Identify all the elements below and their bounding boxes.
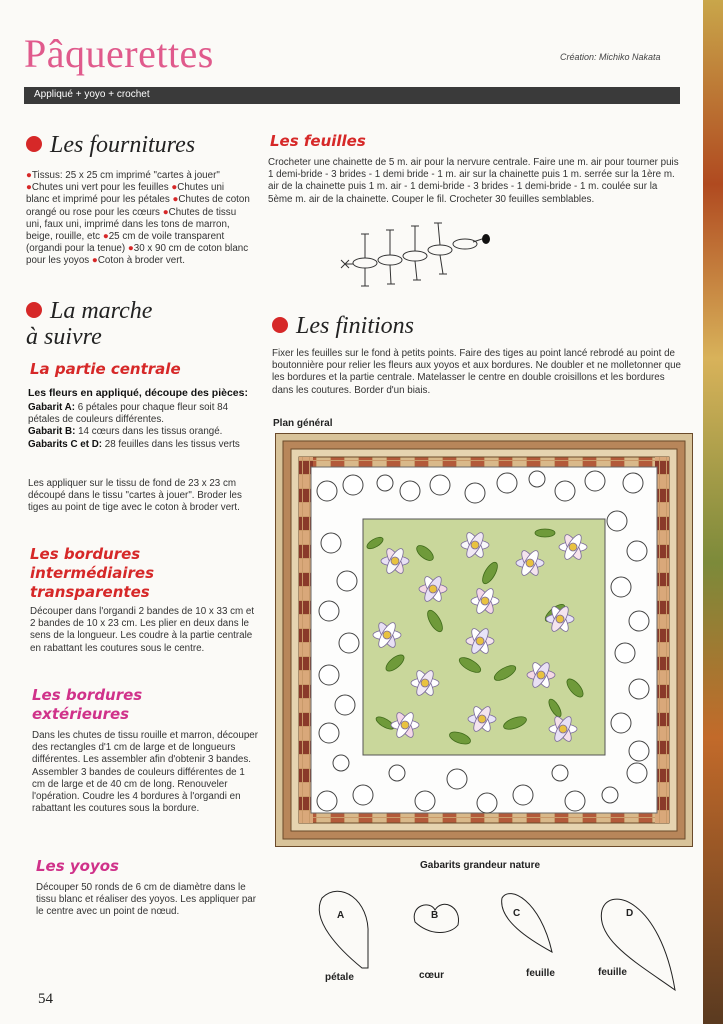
bordures-inter-heading: Les bordures intermédiaires transparentes	[30, 545, 155, 601]
page-title: Pâquerettes	[24, 31, 214, 76]
finitions-heading: Les finitions	[272, 313, 414, 340]
template-a-letter: A	[337, 910, 345, 921]
fournitures-text: ●Tissus: 25 x 25 cm imprimé "cartes à jouer" ●Chutes uni vert pour les feuilles ●Chutes uni blanc et imprimé pour les pétales ●Chutes de coton orangé ou rose pour les cœurs ●Chutes de tissu uni, faux uni, imprimé dans les tons de marron, beige, rouille, etc ●25 cm de voile transparent (organdi pour la tenue) ●30 x 90 cm de coton blanc pour les yoyos ●Coton à broder vert.	[26, 170, 250, 267]
bullet-dot-icon	[26, 136, 42, 152]
template-d-letter: D	[626, 908, 634, 919]
partie-centrale-heading: La partie centrale	[30, 360, 181, 378]
bordures-ext-heading: Les bordures extérieures	[32, 686, 143, 723]
technique-band	[24, 87, 680, 104]
template-c-letter: C	[513, 908, 521, 919]
partie-centrale-text: Les appliquer sur le tissu de fond de 23 x 23 cm découpé dans le tissu "cartes à jouer". Broder les tiges au point de tige avec le coton à broder vert.	[28, 478, 242, 514]
quilt-plan	[275, 433, 693, 847]
bordures-inter-text: Découper dans l'organdi 2 bandes de 10 x 33 cm et 2 bandes de 10 x 23 cm. Les plier en deux dans le sens de la longueur. Les coudre à la partie centrale en rabattant les coutures sous le centre.	[30, 606, 255, 654]
bordures-ext-text: Dans les chutes de tissu rouille et marron, découper des rectangles d'1 cm de large et de longueurs différentes. Les assembler afin d'obtenir 3 bandes. Assembler 3 bandes de couleurs différentes de 1 cm de large et de 40 cm de long. Renouveler l'opération. Coudre les 4 bordures à l'organdi en rabattant les coutures sous la bordure.	[32, 730, 258, 815]
bullet-dot-icon	[272, 317, 288, 333]
feuille-c-template	[502, 894, 552, 952]
fournitures-heading: Les fournitures	[26, 132, 195, 159]
template-b-letter: B	[431, 910, 439, 921]
crochet-leaf-diagram	[335, 220, 495, 290]
yoyos-heading: Les yoyos	[36, 857, 119, 875]
gabarits-text: Gabarit A: 6 pétales pour chaque fleur soit 84 pétales de couleurs différentes. Gabarit B: 14 cœurs dans les tissus orangé. Gabarits C et D: 28 feuilles dans les tissus verts	[28, 402, 240, 450]
gabarits-caption: Gabarits grandeur nature	[420, 860, 541, 871]
finitions-text: Fixer les feuilles sur le fond à petits points. Faire des tiges au point lancé rebrodé au point de boutonnière pour relier les fleurs aux yoyos et aux bordures. Ne doubler et ne molletonner que les bordures et la partie centrale. Matelasser le centre en double croisillons et les bordures dans les coutures. Border d'un biais.	[272, 348, 681, 396]
template-d-label: feuille	[598, 967, 627, 978]
next-page-edge	[703, 0, 723, 1024]
yoyos-text: Découper 50 ronds de 6 cm de diamètre dans le tissu blanc et réaliser des yoyos. Les appliquer par le centre avec un point de nœud.	[36, 882, 257, 918]
marche-heading: La marche à suivre	[26, 298, 153, 350]
page-number: 54	[38, 991, 53, 1007]
template-b-label: cœur	[419, 970, 444, 981]
decoupe-subheading: Les fleurs en appliqué, découpe des pièces:	[28, 387, 248, 399]
feuilles-text: Crocheter une chainette de 5 m. air pour la nervure centrale. Faire une m. air pour tourner puis 1 demi-bride - 3 brides - 1 demi bride - 1 m. air sur la chainette puis 1 m. serrée sur la 1ère m. air de la chainette puis 1 m. air - 1 demi-bride - 3 brides - 1 demi-bride - 1 m. coulée sur la 5ème m. air de la chainette. Couper le fil. Crocheter 30 feuilles semblables.	[268, 157, 679, 205]
template-c-label: feuille	[526, 968, 555, 979]
template-a-label: pétale	[325, 972, 354, 983]
plan-caption: Plan général	[273, 418, 333, 429]
bullet-dot-icon	[26, 302, 42, 318]
petale-template	[319, 891, 368, 968]
credit: Création: Michiko Nakata	[560, 52, 661, 62]
feuilles-heading: Les feuilles	[270, 132, 366, 150]
templates-diagram	[310, 880, 685, 995]
technique-band-text: Appliqué + yoyo + crochet	[34, 89, 150, 100]
